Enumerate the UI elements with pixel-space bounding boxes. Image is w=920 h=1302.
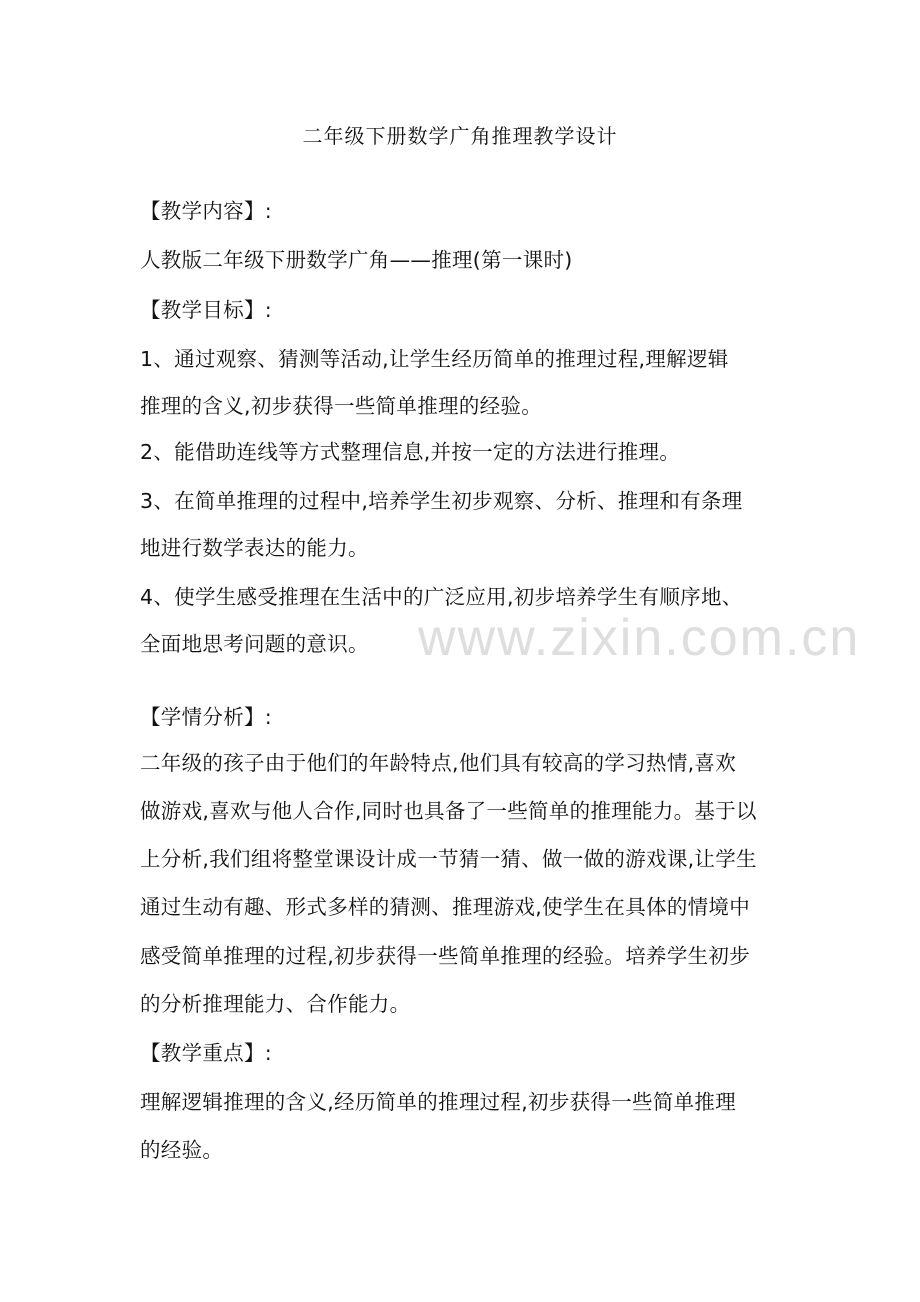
watermark: www.zixin.com.cn — [418, 609, 861, 667]
paragraph-line: 地进行数学表达的能力。 — [140, 536, 369, 560]
paragraph-line: 1、通过观察、猜测等活动,让学生经历简单的推理过程,理解逻辑 — [140, 347, 729, 371]
section-heading-objectives: 【教学目标】: — [140, 298, 273, 322]
paragraph-line: 推理的含义,初步获得一些简单推理的经验。 — [140, 394, 543, 418]
section-heading-content: 【教学内容】: — [140, 199, 273, 223]
paragraph-line: 的分析推理能力、合作能力。 — [140, 992, 411, 1016]
paragraph-line: 二年级的孩子由于他们的年龄特点,他们具有较高的学习热情,喜欢 — [140, 751, 737, 775]
paragraph-line: 2、能借助连线等方式整理信息,并按一定的方法进行推理。 — [140, 440, 681, 464]
paragraph-line: 人教版二年级下册数学广角——推理(第一课时) — [140, 248, 573, 272]
paragraph-line: 上分析,我们组将整堂课设计成一节猜一猜、做一做的游戏课,让学生 — [140, 847, 757, 871]
paragraph-line: 理解逻辑推理的含义,经历简单的推理过程,初步获得一些简单推理 — [140, 1090, 737, 1114]
paragraph-line: 全面地思考问题的意识。 — [140, 632, 369, 656]
paragraph-line: 的经验。 — [140, 1138, 224, 1162]
paragraph-line: 通过生动有趣、形式多样的猜测、推理游戏,使学生在具体的情境中 — [140, 895, 751, 919]
section-heading-analysis: 【学情分析】: — [140, 705, 273, 729]
paragraph-line: 感受简单推理的过程,初步获得一些简单推理的经验。培养学生初步 — [140, 944, 751, 968]
paragraph-line: 4、使学生感受推理在生活中的广泛应用,初步培养学生有顺序地、 — [140, 585, 743, 609]
paragraph-line: 3、在简单推理的过程中,培养学生初步观察、分析、推理和有条理 — [140, 489, 743, 513]
paragraph-line: 做游戏,喜欢与他人合作,同时也具备了一些简单的推理能力。基于以 — [140, 799, 757, 823]
section-heading-key-points: 【教学重点】: — [140, 1041, 273, 1065]
document-title: 二年级下册数学广角推理教学设计 — [302, 124, 618, 148]
